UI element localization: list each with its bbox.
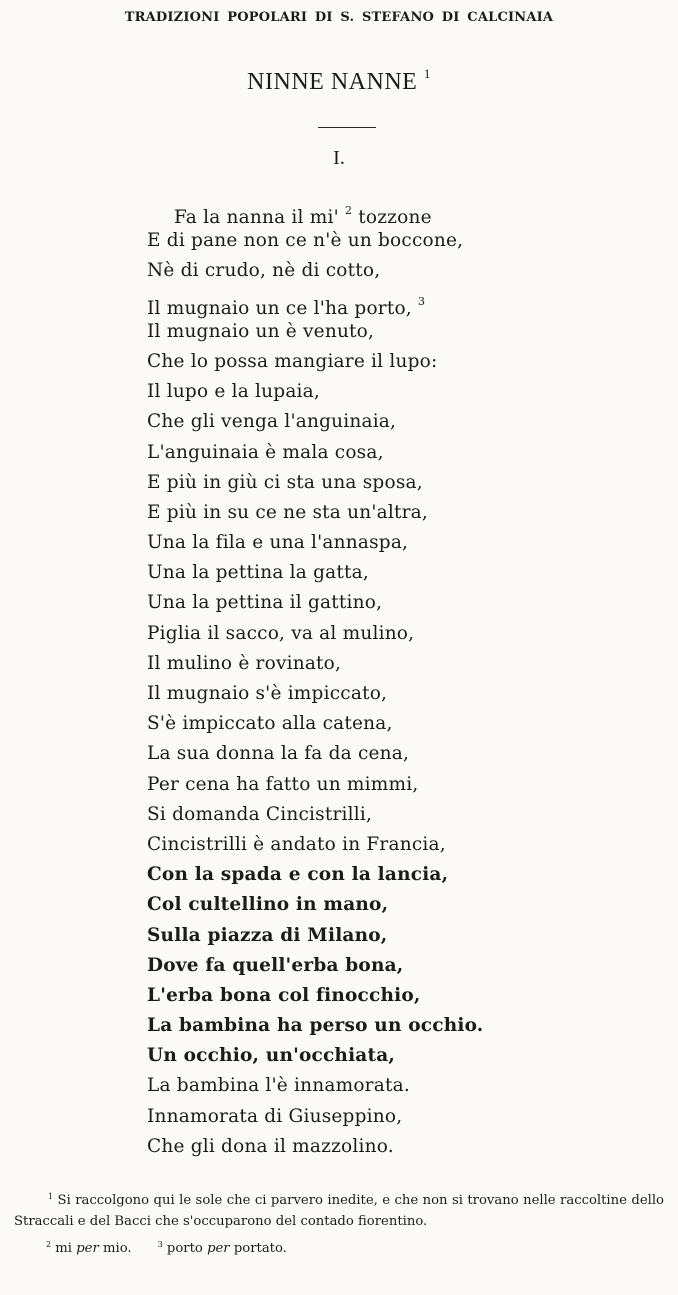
poem-line-text: Un occhio, un'occhiata, <box>147 1045 396 1067</box>
poem-line-text: Che gli dona il mazzolino. <box>147 1135 394 1157</box>
poem-line <box>147 558 483 588</box>
poem-line-text: S'è impiccato alla catena, <box>147 713 393 735</box>
poem-line <box>147 407 483 437</box>
poem-line <box>147 1132 483 1162</box>
footnote-3-word: porto <box>166 1241 203 1256</box>
poem-line-text: Il mulino è rovinato, <box>147 652 342 674</box>
poem-line-text: E di pane non ce n'è un boccone, <box>147 230 464 252</box>
poem-line-text: Il mugnaio un ce l'ha porto, <box>147 297 412 319</box>
poem-verses <box>147 196 483 1162</box>
poem-line-text: Piglia il sacco, va al mulino, <box>147 622 415 644</box>
poem-line-text: Per cena ha fatto un mimmi, <box>147 773 419 795</box>
poem-line-text: Fa la nanna il mi' <box>174 207 339 228</box>
poem-line <box>147 1071 483 1101</box>
poem-line <box>147 588 483 618</box>
poem-line-text: Una la pettina la gatta, <box>147 562 369 584</box>
poem-line-text: L'anguinaia è mala cosa, <box>147 441 384 463</box>
poem-line <box>147 256 483 286</box>
poem-line <box>147 1011 483 1041</box>
poem-line <box>147 377 483 407</box>
poem-line-text: La bambina ha perso un occhio. <box>147 1015 484 1037</box>
footnotes-2-3 <box>46 1236 678 1258</box>
footnote-2-marker: 2 <box>46 1240 52 1249</box>
poem-line <box>147 800 483 830</box>
poem-line <box>147 860 483 890</box>
poem-line <box>147 287 483 317</box>
footnote-3-meaning: portato. <box>233 1241 287 1256</box>
title-rule <box>318 127 376 128</box>
poem-line <box>147 528 483 558</box>
poem-line-text: Dove fa quell'erba bona, <box>147 954 404 976</box>
poem-line <box>147 649 483 679</box>
footnote-3-per: per <box>207 1241 230 1256</box>
footnote-2-word: mi <box>55 1241 73 1256</box>
title-footnote-marker: 1 <box>423 66 431 81</box>
poem-line-text: La sua donna la fa da cena, <box>147 743 410 765</box>
poem-line-text: Nè di crudo, nè di cotto, <box>147 260 381 282</box>
footnote-1-text: Si raccolgono qui le sole che ci parvero inedite, e che non si trovano nelle raccoltine dello Straccali e del Bacci che s'occuparono del contado fiorentino. <box>14 1193 664 1229</box>
footnote-1-marker: 1 <box>48 1192 54 1201</box>
footnote-2-meaning: mio. <box>103 1241 132 1256</box>
poem-line <box>147 498 483 528</box>
title-text: NINNE NANNE <box>247 69 418 95</box>
poem-line-text: Col cultellino in mano, <box>147 894 389 916</box>
poem-line-text: Con la spada e con la lancia, <box>147 864 449 886</box>
footnotes <box>0 1186 678 1258</box>
poem-line <box>147 438 483 468</box>
poem-line <box>147 468 483 498</box>
poem-line-text: Sulla piazza di Milano, <box>147 924 388 946</box>
poem-line-text: Innamorata di Giuseppino, <box>147 1105 403 1127</box>
page-title <box>0 66 678 96</box>
poem-line <box>147 981 483 1011</box>
poem-line <box>147 951 483 981</box>
footnote-marker: 3 <box>417 294 426 308</box>
poem-line-text: E più in su ce ne sta un'altra, <box>147 501 428 523</box>
footnote-marker: 2 <box>344 204 353 217</box>
poem-line <box>147 347 483 377</box>
poem-line-text: La bambina l'è innamorata. <box>147 1075 410 1097</box>
footnote-1 <box>0 1186 678 1232</box>
poem-line <box>147 739 483 769</box>
poem-line-text: Si domanda Cincistrilli, <box>147 803 373 825</box>
poem-line <box>147 830 483 860</box>
poem-line-text: Il lupo e la lupaia, <box>147 381 320 403</box>
section-number: I. <box>333 147 345 169</box>
poem-line-text-after: tozzone <box>358 207 432 228</box>
poem-line <box>147 890 483 920</box>
poem-line-text: Una la fila e una l'annaspa, <box>147 532 409 554</box>
poem-line-text: Il mugnaio un è venuto, <box>147 320 375 342</box>
poem-line <box>147 619 483 649</box>
poem-line-text: Una la pettina il gattino, <box>147 592 383 614</box>
poem-line <box>147 679 483 709</box>
poem-line <box>147 226 483 256</box>
poem-line <box>147 317 483 347</box>
running-head: TRADIZIONI POPOLARI DI S. STEFANO DI CALCINAIA <box>124 10 554 25</box>
poem-line <box>147 1102 483 1132</box>
poem-line <box>147 196 483 226</box>
poem-line <box>147 921 483 951</box>
poem-line-text: Che lo possa mangiare il lupo: <box>147 350 438 372</box>
poem-line-text: Il mugnaio s'è impiccato, <box>147 683 388 704</box>
poem-line-text: Cincistrilli è andato in Francia, <box>147 833 446 855</box>
poem-line <box>147 1041 483 1071</box>
poem-line <box>147 709 483 739</box>
poem-line-text: E più in giù ci sta una sposa, <box>147 471 423 493</box>
poem-line-text: Che gli venga l'anguinaia, <box>147 411 397 433</box>
poem-line <box>147 770 483 800</box>
footnote-3-marker: 3 <box>157 1240 163 1249</box>
poem-line-text: L'erba bona col finocchio, <box>147 984 421 1006</box>
footnote-2-per: per <box>76 1241 99 1256</box>
